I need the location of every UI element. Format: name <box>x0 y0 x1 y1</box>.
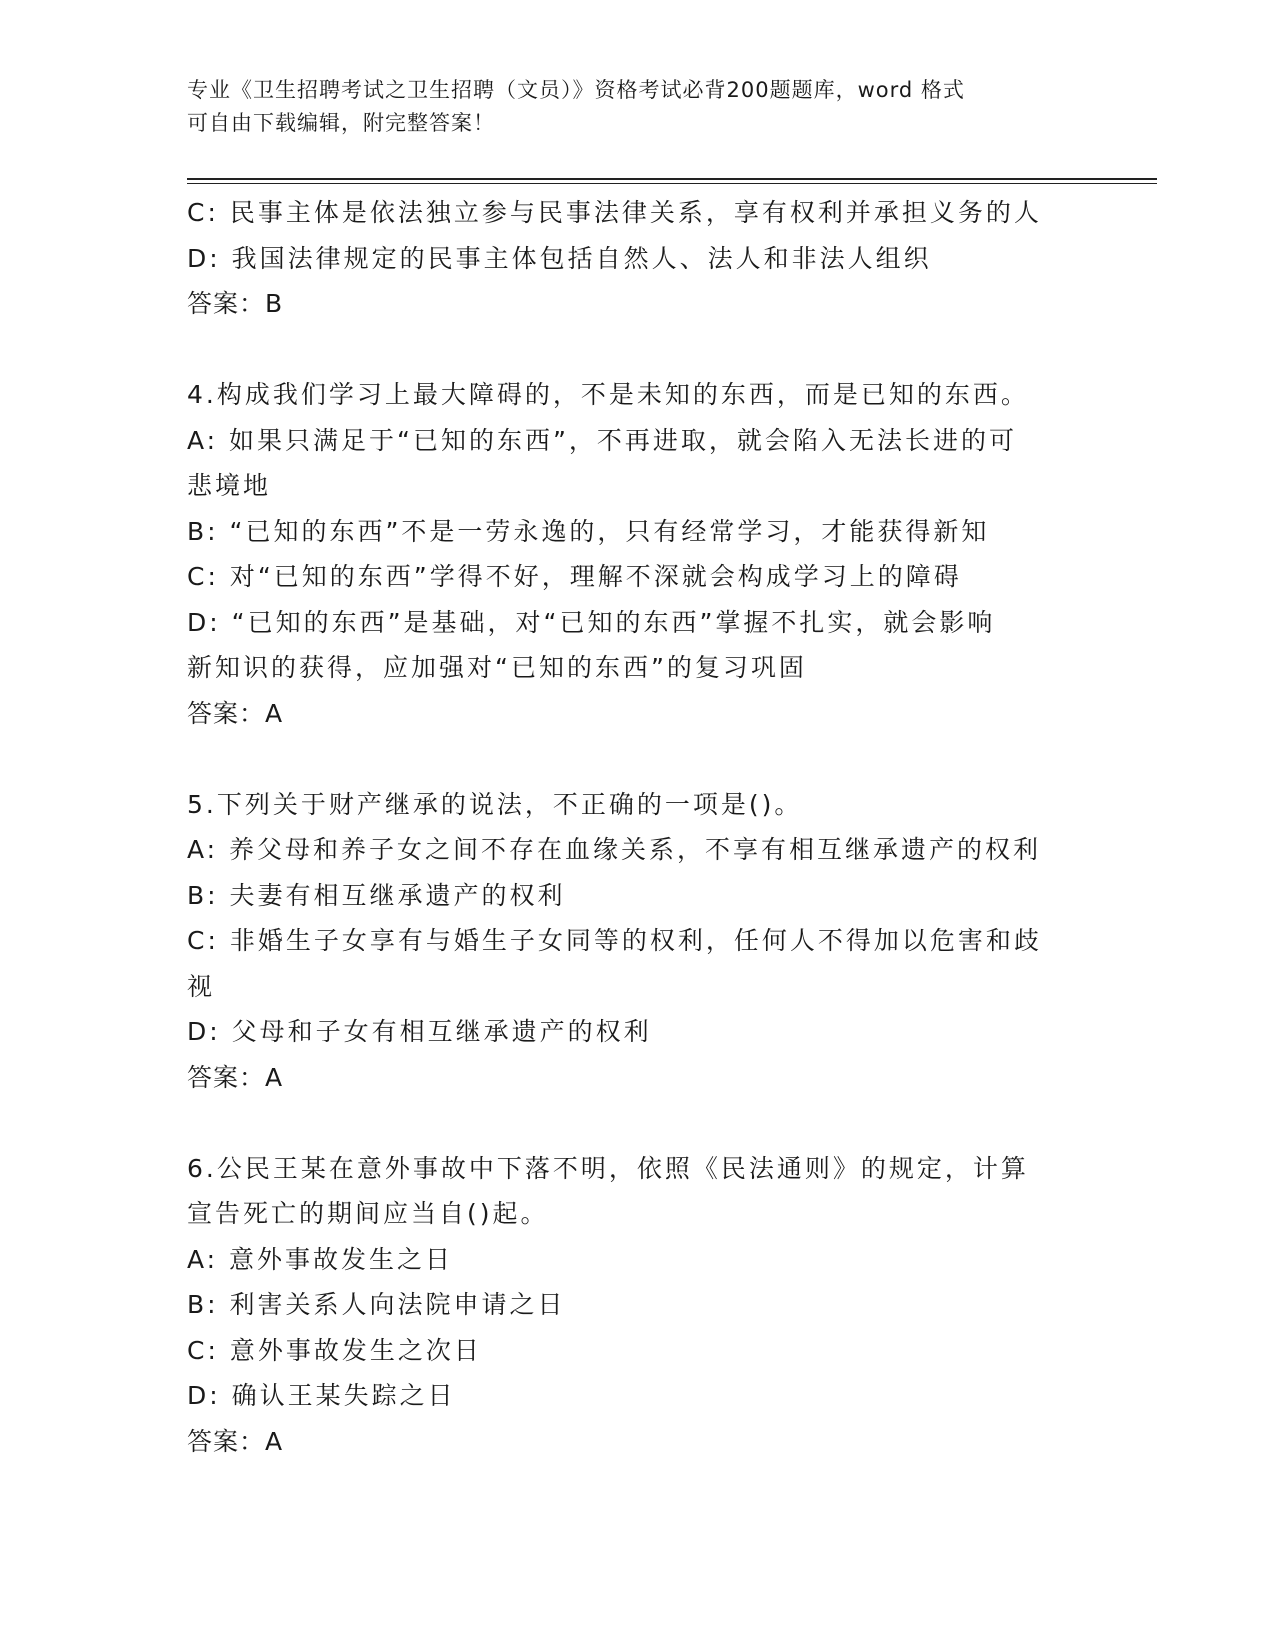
question-line: 6.公民王某在意外事故中下落不明，依照《民法通则》的规定，计算 <box>187 1153 1029 1183</box>
option-line: D: “已知的东西”是基础，对“已知的东西”掌握不扎实，就会影响 <box>187 607 996 637</box>
option-line: C: 非婚生子女享有与婚生子女同等的权利，任何人不得加以危害和歧 <box>187 926 1042 955</box>
option-line: A: 意外事故发生之日 <box>187 1244 454 1274</box>
document-body <box>187 190 1087 1464</box>
option-line: D: 我国法律规定的民事主体包括自然人、法人和非法人组织 <box>187 243 932 273</box>
question-line: 4.构成我们学习上最大障碍的，不是未知的东西，而是已知的东西。 <box>187 380 1029 409</box>
option-line: 视 <box>187 971 216 1001</box>
spacer <box>187 736 1087 782</box>
option-line: 悲境地 <box>187 471 272 500</box>
option-line: D: 确认王某失踪之日 <box>187 1381 456 1410</box>
question-block-3 <box>187 190 1087 327</box>
answer-line: 答案：A <box>187 1062 284 1092</box>
question-block-5 <box>187 782 1087 1101</box>
document-header <box>187 74 1067 140</box>
option-line: C: 意外事故发生之次日 <box>187 1335 482 1365</box>
option-line: C: 对“已知的东西”学得不好，理解不深就会构成学习上的障碍 <box>187 562 962 591</box>
answer-line: 答案：B <box>187 289 284 318</box>
option-line: A: 养父母和养子女之间不存在血缘关系，不享有相互继承遗产的权利 <box>187 835 1042 864</box>
spacer <box>187 1100 1087 1146</box>
answer-line: 答案：A <box>187 698 284 728</box>
question-line: 5.下列关于财产继承的说法，不正确的一项是()。 <box>187 789 803 819</box>
header-rule-thin <box>187 183 1157 184</box>
option-line: B: “已知的东西”不是一劳永逸的，只有经常学习，才能获得新知 <box>187 516 990 546</box>
option-line: B: 夫妻有相互继承遗产的权利 <box>187 880 566 910</box>
option-line: A: 如果只满足于“已知的东西”，不再进取，就会陷入无法长进的可 <box>187 425 1017 455</box>
header-line-2: 可自由下载编辑，附完整答案！ <box>187 111 495 135</box>
header-rule-thick <box>187 178 1157 180</box>
spacer <box>187 327 1087 373</box>
option-line: 新知识的获得，应加强对“已知的东西”的复习巩固 <box>187 653 807 682</box>
question-block-6 <box>187 1146 1087 1465</box>
option-line: D: 父母和子女有相互继承遗产的权利 <box>187 1017 652 1046</box>
option-line: B: 利害关系人向法院申请之日 <box>187 1290 566 1319</box>
option-line: C: 民事主体是依法独立参与民事法律关系，享有权利并承担义务的人 <box>187 198 1042 227</box>
answer-line: 答案：A <box>187 1426 284 1456</box>
question-block-4 <box>187 372 1087 736</box>
question-line: 宣告死亡的期间应当自()起。 <box>187 1199 549 1228</box>
header-line-1: 专业《卫生招聘考试之卫生招聘（文员）》资格考试必背200题题库，word 格式 <box>187 78 965 102</box>
